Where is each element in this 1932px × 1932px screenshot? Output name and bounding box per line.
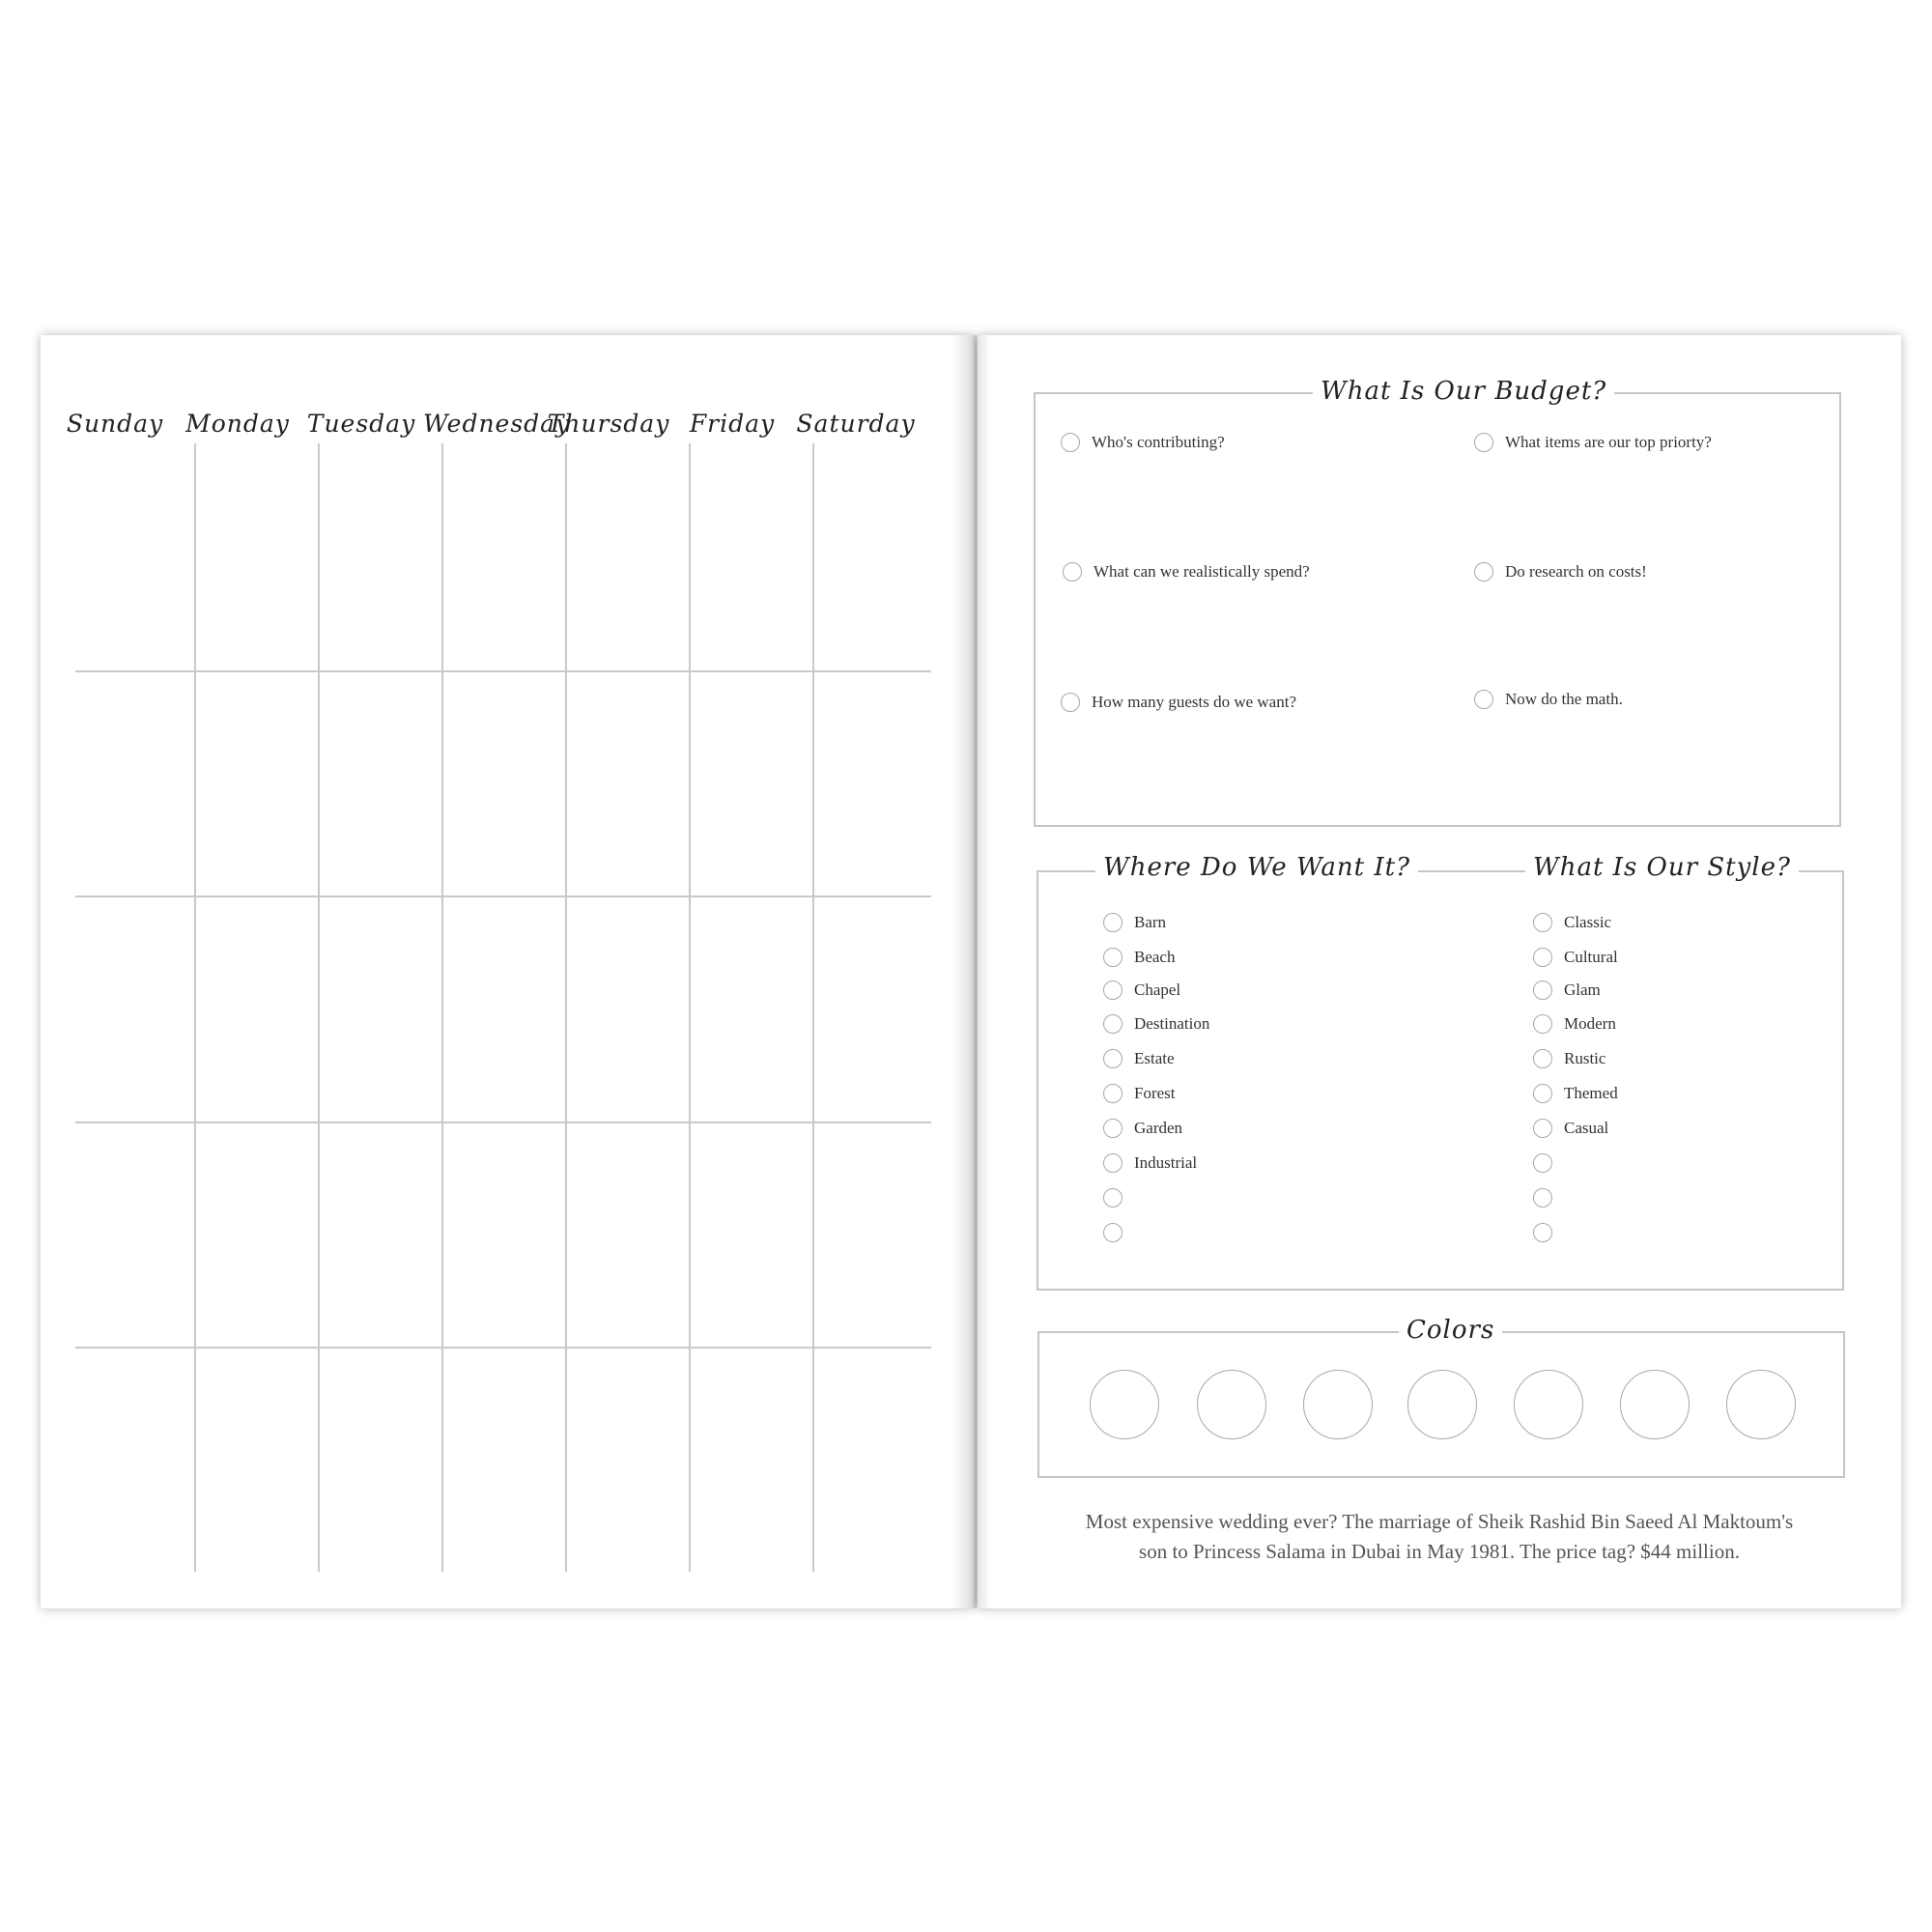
radio-circle-icon[interactable] [1533, 1084, 1552, 1103]
where-option[interactable] [1103, 1084, 1176, 1103]
where-option[interactable] [1103, 1119, 1182, 1138]
footnote-line: Most expensive wedding ever? The marriage of Sheik Rashid Bin Saeed Al Maktoum's [1085, 1510, 1794, 1533]
radio-circle-icon[interactable] [1103, 913, 1122, 932]
radio-circle-icon[interactable] [1103, 1084, 1122, 1103]
style-option[interactable] [1533, 948, 1618, 967]
calendar-row-divider [75, 1347, 931, 1349]
radio-circle-icon[interactable] [1533, 980, 1552, 1000]
calendar-row-divider [75, 1122, 931, 1123]
radio-circle-icon[interactable] [1533, 913, 1552, 932]
where-option[interactable] [1103, 1049, 1175, 1068]
radio-circle-icon[interactable] [1103, 1223, 1122, 1242]
budget-item[interactable] [1474, 562, 1647, 582]
radio-circle-icon[interactable] [1533, 1119, 1552, 1138]
where-option-blank[interactable] [1103, 1223, 1134, 1242]
color-swatch[interactable] [1197, 1370, 1266, 1439]
budget-item[interactable] [1061, 693, 1296, 712]
radio-circle-icon[interactable] [1533, 1188, 1552, 1208]
fun-fact-footnote [1016, 1507, 1862, 1567]
style-option[interactable] [1533, 1119, 1608, 1138]
radio-circle-icon[interactable] [1474, 562, 1493, 582]
where-option-label: Forest [1134, 1084, 1176, 1102]
radio-circle-icon[interactable] [1103, 1153, 1122, 1173]
style-option-blank[interactable] [1533, 1223, 1564, 1242]
budget-item[interactable] [1474, 690, 1623, 709]
where-option-label: Chapel [1134, 980, 1181, 999]
radio-circle-icon[interactable] [1474, 690, 1493, 709]
day-label-sunday: Sunday [66, 410, 164, 438]
footnote-line: son to Princess Salama in Dubai in May 1981. The price tag? $44 million. [1139, 1540, 1740, 1563]
style-option-label: Classic [1564, 913, 1612, 931]
radio-circle-icon[interactable] [1533, 1014, 1552, 1034]
where-option-label: Barn [1134, 913, 1167, 931]
style-option-label: Cultural [1564, 948, 1618, 966]
style-option-label: Glam [1564, 980, 1601, 999]
calendar-column-divider [318, 443, 320, 1572]
budget-item-label: What items are our top priorty? [1505, 433, 1712, 451]
style-option-label: Casual [1564, 1119, 1609, 1137]
style-option-label: Themed [1564, 1084, 1618, 1102]
style-option[interactable] [1533, 1014, 1616, 1034]
where-option-label: Industrial [1134, 1153, 1198, 1172]
budget-item[interactable] [1474, 433, 1712, 452]
budget-item[interactable] [1061, 433, 1225, 452]
style-option-label: Rustic [1564, 1049, 1606, 1067]
radio-circle-icon[interactable] [1533, 948, 1552, 967]
where-option-label: Garden [1134, 1119, 1183, 1137]
style-option-label: Modern [1564, 1014, 1616, 1033]
where-option-label: Destination [1134, 1014, 1210, 1033]
calendar-row-divider [75, 895, 931, 897]
colors-title: Colors [1399, 1316, 1502, 1345]
day-label-thursday: Thursday [547, 410, 670, 438]
color-swatch[interactable] [1726, 1370, 1796, 1439]
radio-circle-icon[interactable] [1103, 1119, 1122, 1138]
style-option-blank[interactable] [1533, 1153, 1564, 1173]
day-label-saturday: Saturday [796, 410, 916, 438]
color-swatch[interactable] [1303, 1370, 1373, 1439]
day-label-monday: Monday [185, 410, 290, 438]
budget-box [1034, 392, 1841, 827]
color-swatch[interactable] [1620, 1370, 1690, 1439]
color-swatch[interactable] [1090, 1370, 1159, 1439]
radio-circle-icon[interactable] [1103, 948, 1122, 967]
budget-item-label: What can we realistically spend? [1094, 562, 1310, 581]
style-option[interactable] [1533, 913, 1611, 932]
budget-item-label: Now do the math. [1505, 690, 1623, 708]
where-option-blank[interactable] [1103, 1188, 1134, 1208]
calendar-column-divider [812, 443, 814, 1572]
where-option[interactable] [1103, 1014, 1209, 1034]
where-title: Where Do We Want It? [1095, 853, 1418, 882]
budget-item-label: Do research on costs! [1505, 562, 1647, 581]
style-option[interactable] [1533, 1049, 1605, 1068]
budget-title: What Is Our Budget? [1313, 377, 1614, 406]
calendar-column-divider [689, 443, 691, 1572]
style-option[interactable] [1533, 1084, 1618, 1103]
where-option[interactable] [1103, 980, 1180, 1000]
color-swatch[interactable] [1407, 1370, 1477, 1439]
radio-circle-icon[interactable] [1063, 562, 1082, 582]
where-style-box [1037, 870, 1844, 1291]
calendar-column-divider [441, 443, 443, 1572]
radio-circle-icon[interactable] [1103, 1049, 1122, 1068]
calendar-column-divider [565, 443, 567, 1572]
style-option-blank[interactable] [1533, 1188, 1564, 1208]
radio-circle-icon[interactable] [1061, 433, 1080, 452]
radio-circle-icon[interactable] [1103, 980, 1122, 1000]
where-option[interactable] [1103, 1153, 1197, 1173]
style-option[interactable] [1533, 980, 1601, 1000]
radio-circle-icon[interactable] [1533, 1153, 1552, 1173]
radio-circle-icon[interactable] [1474, 433, 1493, 452]
radio-circle-icon[interactable] [1103, 1014, 1122, 1034]
budget-item-label: How many guests do we want? [1092, 693, 1296, 711]
radio-circle-icon[interactable] [1103, 1188, 1122, 1208]
style-title: What Is Our Style? [1525, 853, 1799, 882]
where-option[interactable] [1103, 913, 1166, 932]
calendar-row-divider [75, 670, 931, 672]
where-option[interactable] [1103, 948, 1175, 967]
radio-circle-icon[interactable] [1533, 1223, 1552, 1242]
day-label-friday: Friday [689, 410, 776, 438]
calendar-page [41, 335, 974, 1608]
where-option-label: Beach [1134, 948, 1176, 966]
radio-circle-icon[interactable] [1533, 1049, 1552, 1068]
budget-item-label: Who's contributing? [1092, 433, 1225, 451]
where-option-label: Estate [1134, 1049, 1175, 1067]
radio-circle-icon[interactable] [1061, 693, 1080, 712]
day-label-tuesday: Tuesday [306, 410, 416, 438]
budget-item[interactable] [1063, 562, 1310, 582]
planning-page [978, 335, 1901, 1608]
calendar-column-divider [194, 443, 196, 1572]
day-label-wednesday: Wednesday [423, 410, 571, 438]
color-swatch[interactable] [1514, 1370, 1583, 1439]
